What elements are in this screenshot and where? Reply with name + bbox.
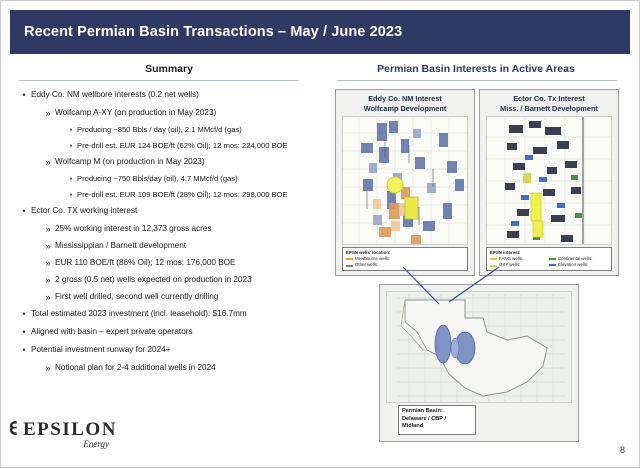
map-eddy-county bbox=[335, 89, 475, 276]
bullet-marker: • bbox=[69, 176, 73, 183]
bullet-text: First well drilled, second well currently drilling bbox=[55, 292, 219, 301]
legend-swatch-continental bbox=[549, 258, 556, 260]
legend-swatch-oxy bbox=[490, 265, 497, 267]
list-item bbox=[15, 223, 327, 236]
bullet-text: EUR 110 BOE/ft (86% Oil); 12 mos: 176,000 BOE bbox=[55, 258, 236, 267]
legend-column bbox=[346, 250, 464, 268]
logo-wordmark: EPSILON bbox=[23, 419, 117, 440]
map-graphic-texas bbox=[387, 292, 572, 403]
list-item bbox=[15, 124, 327, 137]
legend-swatch-fang bbox=[490, 258, 497, 260]
legend-item bbox=[490, 262, 549, 268]
bullet-text: Total estimated 2023 investment (incl. leasehold): $16.7mm bbox=[31, 309, 247, 318]
bullet-text: Pre-drill est. EUR 109 BOE/ft (28% Oil); 12 mos: 298,000 BOE bbox=[77, 190, 288, 199]
bullet-text: Wolfcamp A-XY (on production in May 2023) bbox=[55, 108, 217, 117]
legend-item bbox=[346, 262, 464, 268]
bullet-text: Ector Co. TX working interest bbox=[31, 206, 138, 215]
list-item bbox=[15, 107, 327, 120]
bullet-marker: • bbox=[69, 143, 73, 150]
bullet-text: Potential investment runway for 2024+ bbox=[31, 345, 171, 354]
summary-divider bbox=[19, 80, 299, 81]
legend-column-left bbox=[490, 250, 549, 268]
caption-line-1: Permian Basin: bbox=[402, 408, 443, 414]
legend-swatch-mewbourne bbox=[346, 258, 353, 260]
bullet-text: Wolfcamp M (on production in May 2023) bbox=[55, 157, 205, 166]
legend-label: Mewbourne wells: bbox=[355, 256, 391, 262]
list-item bbox=[15, 344, 327, 357]
bullet-text: Producing ~750 Bbls/day (oil), 4.7 MMcf/d (gas) bbox=[77, 174, 238, 183]
legend-label: Elevation wells: bbox=[558, 262, 589, 268]
map-graphic-eddy bbox=[343, 117, 468, 245]
bullet-marker: » bbox=[45, 363, 51, 373]
map-canvas bbox=[386, 291, 572, 403]
legend-label: Other wells: bbox=[355, 262, 379, 268]
list-item bbox=[15, 240, 327, 253]
bullet-text: 2 gross (0.5 net) wells expected on production in 2023 bbox=[55, 275, 252, 284]
list-item bbox=[15, 156, 327, 169]
epsilon-mark-icon bbox=[7, 420, 21, 436]
list-item bbox=[15, 189, 327, 202]
bullet-text: 25% working interest in 12,373 gross acres bbox=[55, 224, 212, 233]
map-ector-county bbox=[479, 89, 619, 276]
bullet-text: Producing ~850 Bbls / day (oil), 2.1 MMcf/d (gas) bbox=[77, 125, 242, 134]
bullet-marker: » bbox=[45, 157, 51, 167]
bullet-text: Eddy Co. NM wellbore interests (0.2 net wells) bbox=[31, 90, 199, 99]
summary-heading: Summary bbox=[145, 63, 193, 75]
logo-tagline: Energy bbox=[83, 439, 109, 449]
maps-heading: Permian Basin Interests in Active Areas bbox=[377, 63, 575, 75]
list-item bbox=[15, 257, 327, 270]
slide-title-bar bbox=[10, 10, 630, 54]
bullet-text: Mississippian / Barnett development bbox=[55, 241, 187, 250]
legend-label: EPSN interest: bbox=[490, 250, 521, 255]
company-logo bbox=[9, 419, 119, 459]
summary-bullet-list bbox=[15, 89, 327, 379]
list-item bbox=[15, 274, 327, 287]
page-number: 8 bbox=[619, 445, 625, 455]
bullet-marker: • bbox=[22, 327, 26, 337]
map-title-line1: Eddy Co. NM Interest bbox=[368, 94, 442, 103]
bullet-marker: • bbox=[22, 90, 26, 100]
map-canvas bbox=[342, 116, 468, 245]
bullet-marker: » bbox=[45, 275, 51, 285]
legend-column-right bbox=[549, 250, 608, 268]
map-canvas bbox=[486, 116, 612, 245]
maps-divider bbox=[337, 80, 617, 81]
map-title bbox=[336, 94, 474, 113]
map-title-line1: Ector Co. Tx Interest bbox=[513, 94, 585, 103]
map-legend-ector bbox=[486, 247, 612, 271]
list-item bbox=[15, 140, 327, 153]
bullet-marker: » bbox=[45, 224, 51, 234]
bullet-marker: • bbox=[69, 192, 73, 199]
legend-label: EPSN wells' location: bbox=[346, 250, 391, 255]
map-legend-eddy bbox=[342, 247, 468, 271]
bullet-marker: • bbox=[69, 127, 73, 134]
bullet-marker: » bbox=[45, 241, 51, 251]
list-item bbox=[15, 308, 327, 321]
bullet-marker: • bbox=[22, 309, 26, 319]
bullet-marker: • bbox=[22, 206, 26, 216]
legend-label: OXY wells: bbox=[499, 262, 521, 268]
bullet-marker: » bbox=[45, 292, 51, 302]
list-item bbox=[15, 173, 327, 186]
legend-item bbox=[549, 262, 608, 268]
map-title bbox=[480, 94, 618, 113]
bullet-marker: • bbox=[22, 345, 26, 355]
list-item bbox=[15, 291, 327, 304]
list-item bbox=[15, 362, 327, 375]
list-item bbox=[15, 205, 327, 218]
map-title-line2: Wolfcamp Development bbox=[363, 103, 447, 113]
list-item bbox=[15, 326, 327, 339]
legend-label: FANG wells: bbox=[499, 256, 524, 262]
bullet-marker: » bbox=[45, 108, 51, 118]
page-title: Recent Permian Basin Transactions – May / June 2023 bbox=[24, 24, 403, 40]
caption-line-2: Delaware / CBP / bbox=[402, 415, 447, 422]
caption-line-3: Midland bbox=[402, 423, 424, 430]
bullet-text: Pre-drill est. EUR 124 BOE/ft (62% Oil); 12 mos: 224,000 BOE bbox=[77, 141, 288, 150]
list-item bbox=[15, 89, 327, 102]
permian-basin-caption bbox=[398, 405, 476, 435]
map-graphic-ector bbox=[487, 117, 612, 245]
map-title-line2: Miss. / Barnett Development bbox=[500, 103, 598, 113]
bullet-marker: » bbox=[45, 258, 51, 268]
map-permian-basin-overview bbox=[379, 284, 579, 442]
legend-swatch-elevation bbox=[549, 264, 556, 266]
bullet-text: Notional plan for 2-4 additional wells in 2024 bbox=[55, 363, 216, 372]
legend-swatch-other bbox=[346, 265, 353, 267]
legend-label: Continental wells: bbox=[558, 256, 593, 261]
bullet-text: Aligned with basin – expert private operators bbox=[31, 327, 193, 336]
